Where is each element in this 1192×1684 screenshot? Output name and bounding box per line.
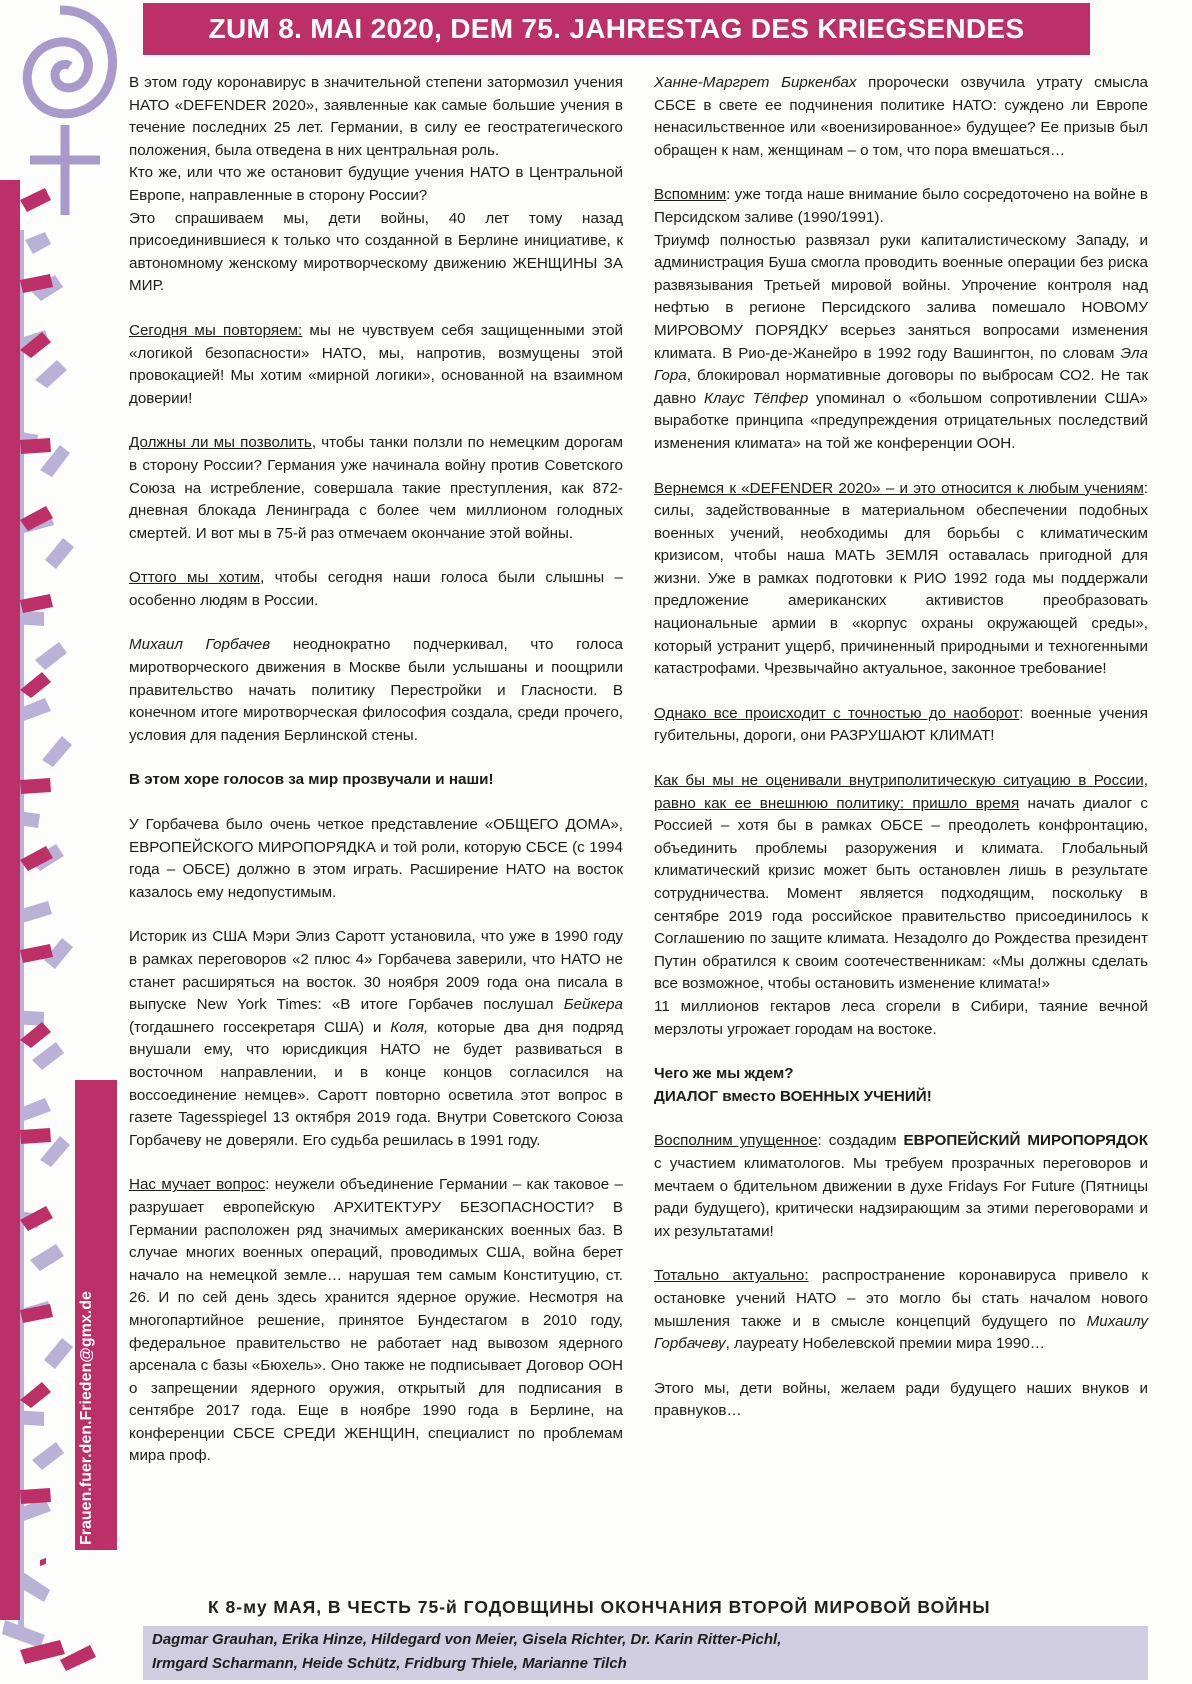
- left-column: [129, 72, 623, 1468]
- paragraph: Ханне-Маргрет Биркенбах пророчески озвучила утрату смысла СБСЕ в свете ее подчинения политике НАТО: суждено ли Европе ненасильственное или «военизированное» будущее? Ее призыв был обращен к нам, женщинам – о том, что пора вмешаться…: [654, 74, 1149, 159]
- paragraph-bold: В этом хоре голосов за мир прозвучали и наши!: [129, 771, 494, 789]
- paragraph-bold: Чего же мы ждем?: [654, 1065, 794, 1083]
- paragraph: В этом году коронавирус в значительной степени затормозил учения НАТО «DEFENDER 2020», заявленные как самые большие учения в течение последних 25 лет. Германии, в силу ее геостратегического положения, была отведена в них центральная роль.: [129, 74, 623, 159]
- paragraph: Триумф полностью развязал руки капиталистическому Западу, и администрация Буша смогла проводить военные операции без риска развязывания Третьей мировой войны. Упрочение контроля над нефтью в регионе Персидского залива помешало НОВОМУ МИРОВОМУ ПОРЯДКУ всерьез заняться вопросами изменения климата. В Рио-де-Жанейро в 1992 году Вашингтон, по словам Эла Гора, блокировал нормативные договоры по выбросам СО2. Не так давно Клаус Тёпфер упоминал о «большом сопротивлении США» выработке принципа «предупреждения отрицательных последствий изменения климата» на той же конференции ООН.: [654, 231, 1148, 452]
- decorative-hands-strip: [0, 0, 125, 1684]
- right-column: [654, 72, 1148, 1423]
- paragraph: Михаил Горбачев неоднократно подчеркивал, что голоса миротворческого движения в Москве были услышаны и поощрили правительство начать политику Перестройки и Гласности. В конечном итоге миротворческая философия создала, среди прочего, условия для падения Берлинской стены.: [129, 636, 623, 744]
- signatories-line-1: Dagmar Grauhan, Erika Hinze, Hildegard von Meier, Gisela Richter, Dr. Karin Ritter-Pichl,: [152, 1631, 782, 1648]
- women-symbol-icon: [27, 10, 112, 215]
- paragraph: Тотально актуально: распространение коронавируса привело к остановке учений НАТО – это могло бы стать началом нового мышления также и в смысле концепций будущего по Михаилу Горбачеву, лауреату Нобелевской премии мира 1990…: [654, 1267, 1148, 1353]
- paragraph: Должны ли мы позволить, чтобы танки ползли по немецким дорогам в сторону России? Германия уже начинала войну против Советского Союза на истребление, совершала такие преступления, как 872-дневная блокада Ленинграда с более чем миллионом голодных смертей. И вот мы в 75-й раз отмечаем окончание этой войны.: [129, 434, 623, 542]
- paragraph: Нас мучает вопрос: неужели объединение Германии – как таковое – разрушает европейскую АРХИТЕКТУРУ БЕЗОПАСНОСТИ? В Германии расположен ряд значимых американских военных баз. В случае многих военных операций, проводимых США, война берет начало на немецкой земле… нарушая тем самым Конституцию, ст. 26. И по сей день здесь хранится ядерное оружие. Несмотря на многопартийное решение, принятое Бундестагом в 2010 году, федеральное правительство не работает над вывозом ядерного арсенала с базы «Бюхель». Оно также не подписывает Договор ООН о запрещении ядерного оружия, открытый для подписания в сентябре 2017 года. Еще в ноябре 1990 года в Берлине, на конференции СБСЕ СРЕДИ ЖЕНЩИН, специалист по проблемам мира проф.: [129, 1176, 623, 1465]
- paragraph: Сегодня мы повторяем: мы не чувствуем себя защищенными этой «логикой безопасности» НАТО, мы, напротив, возмущены этой провокацией! Мы хотим «мирной логики», основанной на взаимном доверии!: [129, 321, 623, 407]
- paragraph: Кто же, или что же остановит будущие учения НАТО в Центральной Европе, направленные в сторону России?: [129, 164, 623, 204]
- paragraph: Оттого мы хотим, чтобы сегодня наши голоса были слышны – особенно людям в России.: [129, 569, 624, 609]
- page-title: ZUM 8. MAI 2020, DEM 75. JAHRESTAG DES KRIEGSENDES: [208, 13, 1025, 44]
- page-header: [143, 3, 1090, 55]
- raised-hands-pattern-accent: [0, 180, 53, 1620]
- signatories-line-2: Irmgard Scharmann, Heide Schütz, Fridburg Thiele, Marianne Tilch: [152, 1655, 627, 1672]
- footer-title: К 8-му МАЯ, В ЧЕСТЬ 75-й ГОДОВЩИНЫ ОКОНЧАНИЯ ВТОРОЙ МИРОВОЙ ВОЙНЫ: [208, 1597, 991, 1617]
- paragraph: Историк из США Мэри Элиз Саротт установила, что уже в 1990 году в рамках переговоров «2 плюс 4» Горбачева заверили, что НАТО не станет расширяться на восток. 30 ноября 2009 года она писала в выпуске New York Times: «В итоге Горбачев послушал Бейкера (тогдашнего госсекретаря США) и Коля, которые два дня подряд внушали ему, что юрисдикция НАТО не будет развиваться в восточном направлении, и в конце концов согласился на воссоединение немцев». Саротт повторно осветила этот вопрос в газете Tagesspiegel 13 октября 2019 года. Внутри Советского Союза Горбачеву не доверяли. Его судьба решилась в 1991 году.: [129, 928, 623, 1149]
- paragraph: Этого мы, дети войны, желаем ради будущего наших внуков и правнуков…: [654, 1379, 1148, 1420]
- paragraph-bold: ДИАЛОГ вместо ВОЕННЫХ УЧЕНИЙ!: [654, 1087, 932, 1105]
- paragraph: Однако все происходит с точностью до наоборот: военные учения губительны, дороги, они РАЗРУШАЮТ КЛИМАТ!: [654, 704, 1148, 745]
- paragraph: У Горбачева было очень четкое представление «ОБЩЕГО ДОМА», ЕВРОПЕЙСКОГО МИРОПОРЯДКА и той роли, которую СБСЕ (с 1994 года – ОБСЕ) должно в этом играть. Расширение НАТО на восток казалось ему недопустимым.: [129, 816, 623, 901]
- paragraph: Восполним упущенное: создадим ЕВРОПЕЙСКИЙ МИРОПОРЯДОК с участием климатологов. Мы требуем прозрачных переговоров и мечтаем о бдительном движении в духе Fridays For Future (Пятницы ради будущего), критически надзирающим за этими переговорами и их результатами!: [654, 1132, 1148, 1240]
- paragraph: Вспомним: уже тогда наше внимание было сосредоточено на войне в Персидском заливе (1990/1991).: [654, 186, 1148, 226]
- signatories: [152, 1628, 781, 1676]
- contact-email[interactable]: Frauen.fuer.den.Frieden@gmx.de: [78, 1291, 95, 1545]
- paragraph: Это спрашиваем мы, дети войны, 40 лет тому назад присоединившиеся к только что созданной в Берлине инициативе, к автономному женскому миротворческому движению ЖЕНЩИНЫ ЗА МИР.: [129, 209, 623, 295]
- paragraph: Вернемся к «DEFENDER 2020» – и это относится к любым учениям: силы, задействованные в материальном обеспечении подобных военных учений, необходимы для борьбы с климатическим кризисом, чтобы наша МАТЬ ЗЕМЛЯ оставалась пригодной для жизни. Уже в рамках подготовки к РИО 1992 года мы поддержали предложение американских активистов преобразовать национальные армии в «корпус охраны окружающей среды», который устранит ущерб, причиненный природными и техногенными катастрофами. Чрезвычайно актуальное, законное требование!: [654, 479, 1148, 678]
- paragraph: 11 миллионов гектаров леса сгорели в Сибири, таяние вечной мерзлоты угрожает городам на востоке.: [654, 997, 1148, 1038]
- paragraph: Как бы мы не оценивали внутриполитическую ситуацию в России, равно как ее внешнюю политику: пришло время начать диалог с Россией – хотя бы в рамках ОБСЕ – преодолеть конфронтацию, объединить проблемы разоружения и климата. Глобальный климатический кризис может быть остановлен лишь в результате сотрудничества. Момент является подходящим, поскольку в сентябре 2019 года российское правительство присоединилось к Соглашению по защите климата. Незадолго до Рождества президент Путин обратился к своим соотечественникам: «Мы должны сделать все возможное, чтобы остановить изменение климата!»: [654, 772, 1148, 993]
